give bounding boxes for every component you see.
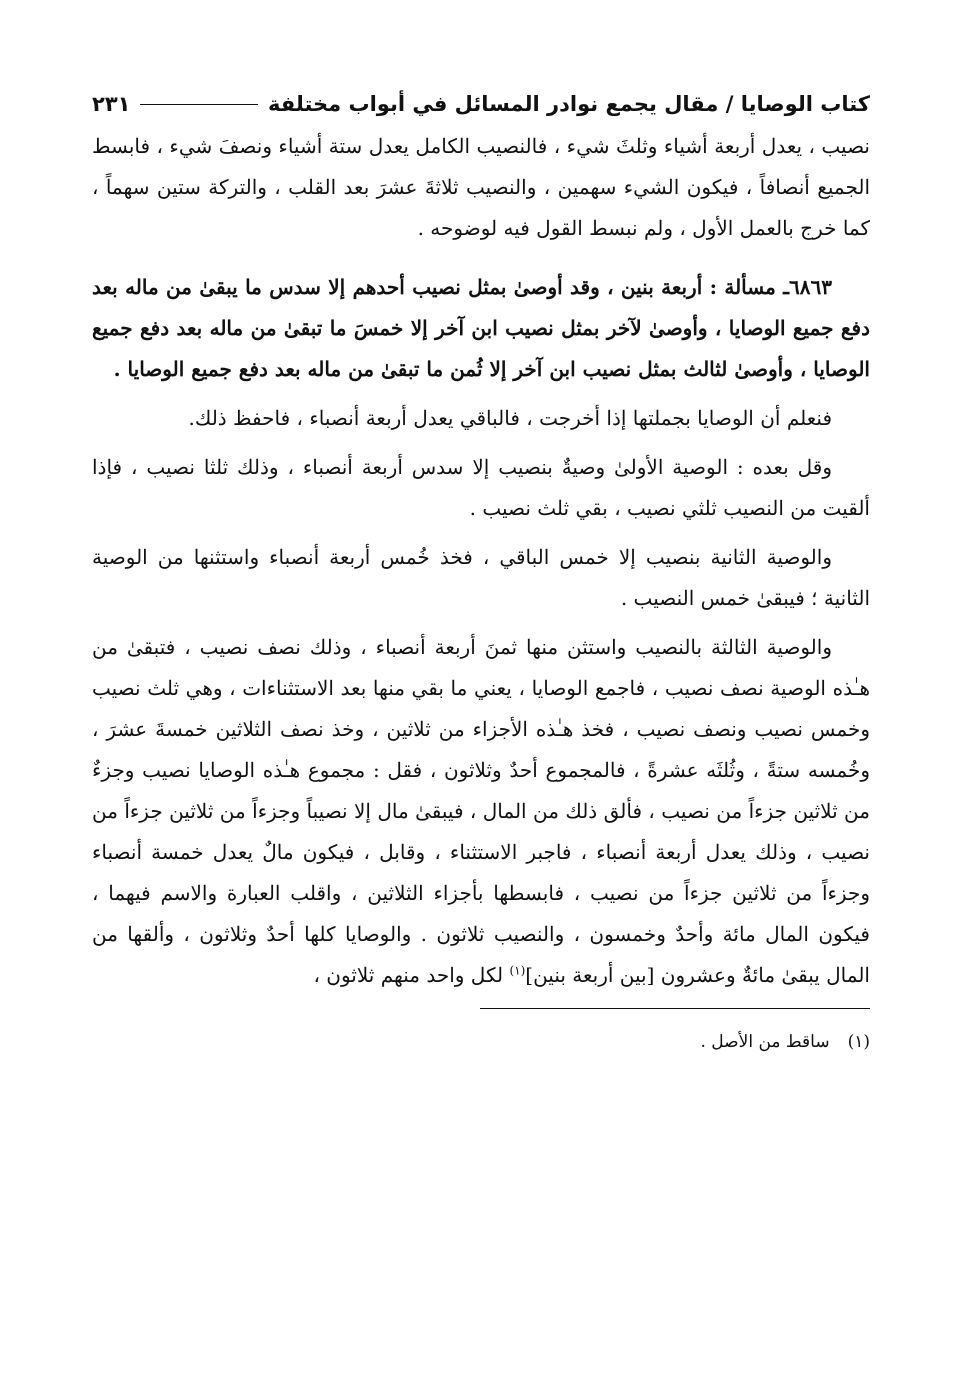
paragraph: وقل بعده : الوصية الأولىٰ وصيةٌ بنصيب إلا سدس أربعة أنصباء ، وذلك ثلثا نصيب ، فإذا ألقيت من النصيب ثلثي نصيب ، بقي ثلث نصيب . — [92, 455, 870, 520]
paragraph-text: والوصية الثالثة بالنصيب واستثن منها ثمنَ أربعة أنصباء ، وذلك نصف نصيب ، فتبقىٰ من هـٰذه الوصية نصف نصيب ، فاجمع الوصايا ، يعني ما بقي منها بعد الاستثناءات ، وهي ثلث نصيب وخمس نصيب ونصف نصيب ، فخذ هـٰذه الأجزاء من ثلاثين ، وخذ نصف الثلاثين خمسةَ عشرَ ، وخُمسه ستةً ، وثُلثَه عشرةً ، فالمجموع أحدٌ وثلاثون ، فقل : مجموع هـٰذه الوصايا نصيب وجزءٌ من ثلاثين جزءاً من نصيب ، فألق ذلك من المال ، فيبقىٰ مال إلا نصيباً وجزءاً من ثلاثين جزءاً من نصيب ، وذلك يعدل أربعة أنصباء ، فاجبر الاستثناء ، وقابل ، فيكون مالٌ يعدل خمسة أنصباء وجزءاً من ثلاثين جزءاً من نصيب ، فابسطها بأجزاء الثلاثين ، واقلب العبارة والاسم فيهما ، فيكون المال مائة وأحدٌ وخمسون ، والنصيب ثلاثون . والوصايا كلها أحدٌ وثلاثون ، وألقها من المال يبقىٰ مائةٌ وعشرون [بين أربعة بنين] — [92, 635, 870, 987]
paragraph-with-footnote — [92, 627, 870, 996]
page-number: ٢٣١ — [92, 92, 131, 116]
footnote-reference[interactable]: (١) — [509, 963, 526, 978]
paragraph: والوصية الثانية بنصيب إلا خمس الباقي ، فخذ خُمس أربعة أنصباء واستثنها من الوصية الثانية ؛ فيبقىٰ خمس النصيب . — [92, 545, 870, 610]
paragraph-text: لكل واحد منهم ثلاثون ، — [313, 963, 510, 987]
spacer — [92, 439, 870, 447]
footnote-separator — [480, 1008, 870, 1009]
running-header — [92, 82, 870, 126]
masala-heading-paragraph: ٦٨٦٣ـ مسألة : أربعة بنين ، وقد أوصىٰ بمثل نصيب أحدهم إلا سدس ما يبقىٰ من ماله بعد دفع جميع الوصايا ، وأوصىٰ لآخر بمثل نصيب ابن آخر إلا خمسَ ما تبقىٰ من ماله بعد دفع جميع الوصايا ، وأوصىٰ لثالث بمثل نصيب ابن آخر إلا ثُمن ما تبقىٰ من ماله بعد دفع جميع الوصايا . — [92, 275, 870, 381]
footnote-text: ساقط من الأصل . — [700, 1032, 830, 1052]
spacer — [92, 390, 870, 398]
book-page — [92, 82, 870, 1342]
spacer — [92, 529, 870, 537]
paragraph-continuation: نصيب ، يعدل أربعة أشياء وثلثَ شيء ، فالنصيب الكامل يعدل ستة أشياء ونصفَ شيء ، فابسط الجميع أنصافاً ، فيكون الشيء سهمين ، والنصيب ثلاثةَ عشرَ بعد القلب ، والتركة ستين سهماً ، كما خرج بالعمل الأول ، ولم نبسط القول فيه لوضوحه . — [92, 134, 870, 240]
spacer — [92, 619, 870, 627]
paragraph: فنعلم أن الوصايا بجملتها إذا أخرجت ، فالباقي يعدل أربعة أنصباء ، فاحفظ ذلك. — [188, 406, 832, 430]
footnote-marker: (١) — [847, 1032, 870, 1052]
header-rule — [140, 104, 258, 105]
spacer — [92, 249, 870, 267]
footnote — [92, 1027, 870, 1057]
header-title: كتاب الوصايا / مقال يجمع نوادر المسائل في أبواب مختلفة — [268, 92, 870, 116]
